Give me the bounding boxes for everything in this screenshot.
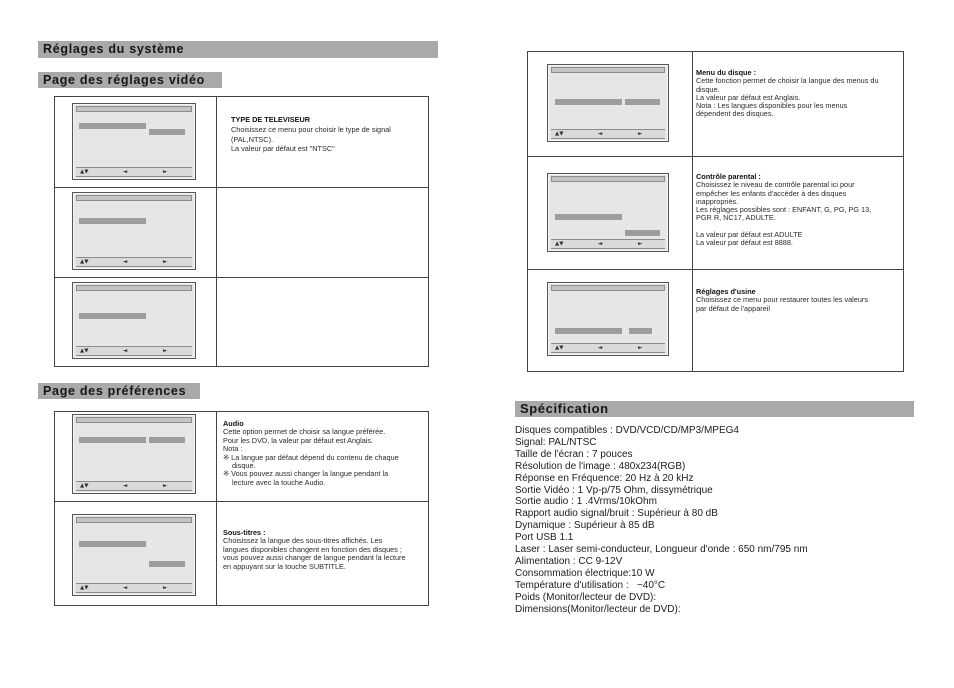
osd-highlight-bar — [79, 123, 146, 129]
table-row — [55, 97, 428, 187]
audio-title: Audio — [223, 419, 244, 428]
spec-item: Poids (Monitor/lecteur de DVD): — [515, 591, 657, 603]
description-cell — [216, 97, 428, 187]
description-cell — [216, 278, 428, 366]
left-arrow-icon: ◄ — [598, 131, 603, 137]
spec-item: Sortie Vidéo : 1 Vp-p/75 Ohm, dissymétrique — [515, 484, 713, 496]
spec-item: Dimensions(Monitor/lecteur de DVD): — [515, 603, 681, 615]
osd-title-bar — [76, 517, 192, 523]
description-cell — [216, 412, 428, 501]
spec-item: Résolution de l'image : 480x234(RGB) — [515, 460, 686, 472]
system-settings-header: Réglages du système — [38, 41, 438, 58]
description-cell — [692, 52, 903, 156]
up-down-arrow-icon: ▲▼ — [80, 348, 89, 354]
osd-highlight-bar — [79, 218, 146, 224]
table-row — [55, 187, 428, 277]
table-row — [528, 52, 903, 156]
spec-item: Réponse en Fréquence: 20 Hz à 20 kHz — [515, 472, 694, 484]
osd-screen-thumbnail — [72, 192, 196, 270]
osd-option-bar — [149, 561, 185, 567]
osd-nav-bar — [76, 583, 192, 593]
right-arrow-icon: ► — [163, 348, 168, 354]
osd-title-bar — [76, 417, 192, 423]
description-line: langues disponibles changent en fonction des disques ; — [223, 544, 402, 554]
osd-title-bar — [551, 67, 665, 73]
description-line: Nota : — [223, 444, 243, 454]
description-cell — [692, 157, 903, 269]
osd-highlight-bar — [555, 328, 622, 334]
description-line: disque. — [696, 84, 720, 94]
description-line: ※ La langue par défaut dépend du contenu de chaque — [223, 452, 399, 462]
left-arrow-icon: ◄ — [123, 483, 128, 489]
osd-screen-thumbnail — [547, 64, 669, 142]
osd-option-bar — [625, 230, 660, 236]
preferences-section-title: Page des préférences — [38, 383, 200, 399]
osd-title-bar — [551, 176, 665, 182]
osd-nav-bar — [551, 239, 665, 249]
osd-highlight-bar — [79, 437, 146, 443]
spec-item: Disques compatibles : DVD/VCD/CD/MP3/MPEG4 — [515, 425, 739, 436]
osd-screen-thumbnail — [72, 103, 196, 180]
table-row — [528, 269, 903, 371]
spec-item: Signal: PAL/NTSC — [515, 436, 597, 448]
description-line: inappropriés. — [696, 196, 739, 206]
description-line: ※ Vous pouvez aussi changer la langue pendant la — [223, 469, 389, 479]
left-arrow-icon: ◄ — [598, 241, 603, 247]
osd-screen-thumbnail — [72, 282, 196, 359]
osd-option-bar — [149, 129, 185, 135]
tv-type-description — [231, 115, 391, 154]
osd-option-bar — [625, 99, 660, 105]
right-arrow-icon: ► — [163, 169, 168, 175]
osd-title-bar — [551, 285, 665, 291]
description-line: Cette option permet de choisir sa langue préférée. — [223, 427, 386, 437]
spec-item: Port USB 1.1 — [515, 532, 574, 544]
spec-item: Consommation électrique:10 W — [515, 567, 655, 579]
table-row — [55, 412, 428, 501]
up-down-arrow-icon: ▲▼ — [80, 169, 89, 175]
left-arrow-icon: ◄ — [598, 345, 603, 351]
left-arrow-icon: ◄ — [123, 585, 128, 591]
specification-list — [515, 425, 808, 616]
osd-nav-bar — [76, 167, 192, 177]
description-line: lecture avec la touche Audio. — [232, 477, 326, 487]
description-line: en appuyant sur la touche SUBTITLE. — [223, 561, 346, 571]
osd-highlight-bar — [555, 99, 622, 105]
spec-item: Laser : Laser semi-conducteur, Longueur d'onde : 650 nm/795 nm — [515, 544, 808, 556]
description-line: disque. — [232, 461, 256, 471]
osd-option-bar — [629, 328, 652, 334]
spec-item: Sortie audio : 1 .4Vrms/10kOhm — [515, 496, 657, 508]
osd-title-bar — [76, 195, 192, 201]
right-arrow-icon: ► — [163, 585, 168, 591]
osd-nav-bar — [76, 257, 192, 267]
osd-highlight-bar — [79, 541, 146, 547]
video-settings-section-title: Page des réglages vidéo — [38, 72, 222, 88]
parental-control-description — [696, 173, 871, 247]
spec-item: Rapport audio signal/bruit : Supérieur à 80 dB — [515, 508, 718, 520]
parental-control-title: Contrôle parental : — [696, 172, 761, 181]
description-cell — [216, 502, 428, 605]
specification-header: Spécification — [515, 401, 914, 417]
spec-item: Taille de l'écran : 7 pouces — [515, 448, 633, 460]
description-line: Choisissez le niveau de contrôle parental ici pour — [696, 180, 855, 190]
subtitles-title: Sous-titres : — [223, 528, 266, 537]
subtitles-description — [223, 529, 406, 571]
description-line: par défaut de l'appareil — [696, 303, 771, 313]
right-arrow-icon: ► — [163, 483, 168, 489]
osd-option-bar — [149, 437, 185, 443]
osd-nav-bar — [76, 481, 192, 491]
description-line: Choisissez ce menu pour choisir le type de signal — [231, 124, 391, 134]
left-arrow-icon: ◄ — [123, 169, 128, 175]
osd-screen-thumbnail — [72, 414, 196, 494]
factory-reset-description — [696, 288, 868, 313]
preferences-table — [54, 411, 429, 606]
description-line: (PAL,NTSC). — [231, 134, 274, 144]
osd-nav-bar — [551, 129, 665, 139]
description-line: Cette fonction permet de choisir la langue des menus du — [696, 76, 879, 86]
description-line: dépendent des disques. — [696, 109, 774, 119]
right-arrow-icon: ► — [638, 131, 643, 137]
osd-highlight-bar — [79, 313, 146, 319]
description-line: Choisissez ce menu pour restaurer toutes les valeurs — [696, 295, 868, 305]
disc-menu-title: Menu du disque : — [696, 68, 756, 77]
osd-screen-thumbnail — [547, 282, 669, 356]
description-line: La valeur par défaut est 8888. — [696, 238, 793, 247]
description-cell — [692, 270, 903, 371]
table-row — [55, 501, 428, 605]
up-down-arrow-icon: ▲▼ — [80, 259, 89, 265]
up-down-arrow-icon: ▲▼ — [80, 483, 89, 489]
description-line: Nota : Les langues disponibles pour les menus — [696, 101, 848, 110]
right-arrow-icon: ► — [638, 241, 643, 247]
osd-nav-bar — [551, 343, 665, 353]
up-down-arrow-icon: ▲▼ — [555, 131, 564, 137]
factory-reset-title: Réglages d'usine — [696, 287, 756, 296]
up-down-arrow-icon: ▲▼ — [555, 241, 564, 247]
osd-title-bar — [76, 285, 192, 291]
description-line: PGR R, NC17, ADULTE. — [696, 213, 776, 223]
osd-title-bar — [76, 106, 192, 112]
description-line: vous pouvez aussi changer de langue pendant la lecture — [223, 553, 406, 563]
right-arrow-icon: ► — [638, 345, 643, 351]
right-arrow-icon: ► — [163, 259, 168, 265]
osd-screen-thumbnail — [72, 514, 196, 596]
description-line: Pour les DVD, la valeur par défaut est Anglais. — [223, 435, 374, 445]
up-down-arrow-icon: ▲▼ — [555, 345, 564, 351]
spec-item: Température d'utilisation : ~40°C — [515, 579, 666, 591]
disc-menu-description — [696, 69, 879, 119]
description-line: La valeur par défaut est ADULTE — [696, 229, 803, 239]
tv-type-title: TYPE DE TELEVISEUR — [231, 115, 311, 124]
left-arrow-icon: ◄ — [123, 259, 128, 265]
osd-highlight-bar — [555, 214, 622, 220]
description-line: Choisissez la langue des sous-titres affichés. Les — [223, 536, 383, 546]
table-row — [528, 156, 903, 269]
spec-item: Alimentation : CC 9-12V — [515, 555, 623, 567]
disc-settings-table — [527, 51, 904, 372]
description-cell — [216, 188, 428, 277]
description-line: empêcher les enfants d'accéder à des disques — [696, 188, 847, 198]
osd-nav-bar — [76, 346, 192, 356]
osd-screen-thumbnail — [547, 173, 669, 252]
up-down-arrow-icon: ▲▼ — [80, 585, 89, 591]
audio-description — [223, 420, 399, 487]
description-line: Les réglages possibles sont : ENFANT, G, PG, PG 13, — [696, 205, 872, 214]
spec-item: Dynamique : Supérieur à 85 dB — [515, 520, 655, 532]
table-row — [55, 277, 428, 366]
description-line: La valeur par défaut est Anglais. — [696, 92, 801, 102]
description-line: La valeur par défaut est "NTSC" — [231, 144, 335, 154]
video-settings-table — [54, 96, 429, 367]
left-arrow-icon: ◄ — [123, 348, 128, 354]
